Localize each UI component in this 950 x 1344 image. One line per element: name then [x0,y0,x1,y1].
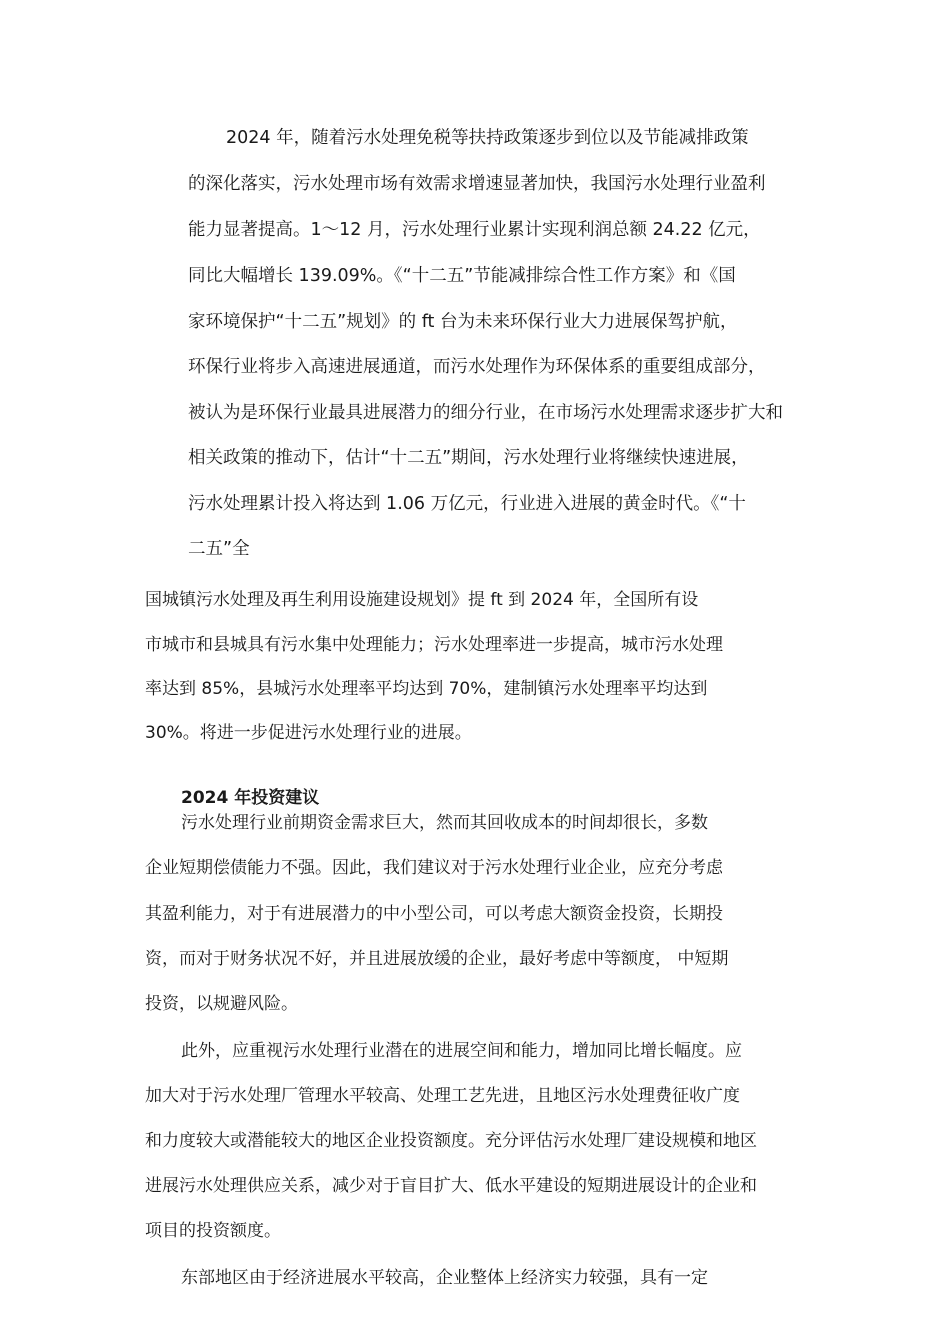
text-line: 投资，以规避风险。 [145,994,298,1014]
section-heading: 2024 年投资建议 [181,788,320,808]
text-line: 率达到 85%，县城污水处理率平均达到 70%，建制镇污水处理率平均达到 [145,679,708,699]
text-line: 能力显著提高。1～12 月，污水处理行业累计实现利润总额 24.22 亿元， [188,220,761,240]
text-line: 资，而对于财务状况不好，并且进展放缓的企业，最好考虑中等额度， 中短期 [145,949,729,969]
text-line: 的深化落实，污水处理市场有效需求增速显著加快，我国污水处理行业盈利 [188,174,766,194]
text-line: 国城镇污水处理及再生利用设施建设规划》提 ft 到 2024 年，全国所有设 [145,590,699,610]
text-line: 进展污水处理供应关系，减少对于盲目扩大、低水平建设的短期进展设计的企业和 [145,1176,757,1196]
text-line: 市城市和县城具有污水集中处理能力；污水处理率进一步提高，城市污水处理 [145,635,723,655]
text-line: 同比大幅增长 139.09%。《“十二五”节能减排综合性工作方案》和《国 [188,266,736,286]
text-line: 相关政策的推动下，估计“十二五”期间，污水处理行业将继续快速进展， [188,448,749,468]
text-line: 项目的投资额度。 [145,1221,281,1241]
text-line: 2024 年，随着污水处理免税等扶持政策逐步到位以及节能减排政策 [226,128,749,148]
text-line: 企业短期偿债能力不强。因此，我们建议对于污水处理行业企业，应充分考虑 [145,858,723,878]
text-line: 加大对于污水处理厂管理水平较高、处理工艺先进，且地区污水处理费征收广度 [145,1086,740,1106]
text-line: 此外，应重视污水处理行业潜在的进展空间和能力，增加同比增长幅度。应 [181,1041,742,1061]
text-line: 污水处理行业前期资金需求巨大，然而其回收成本的时间却很长，多数 [181,813,708,833]
text-line: 污水处理累计投入将达到 1.06 万亿元，行业进入进展的黄金时代。《“十 [188,494,746,514]
text-line: 二五”全 [188,539,250,559]
text-line: 其盈利能力，对于有进展潜力的中小型公司，可以考虑大额资金投资，长期投 [145,904,723,924]
text-line: 和力度较大或潜能较大的地区企业投资额度。充分评估污水处理厂建设规模和地区 [145,1131,757,1151]
text-line: 东部地区由于经济进展水平较高，企业整体上经济实力较强，具有一定 [181,1268,708,1288]
text-line: 被认为是环保行业最具进展潜力的细分行业，在市场污水处理需求逐步扩大和 [188,403,783,423]
text-line: 家环境保护“十二五”规划》的 ft 台为未来环保行业大力进展保驾护航， [188,312,738,332]
text-line: 环保行业将步入高速进展通道，而污水处理作为环保体系的重要组成部分， [188,357,766,377]
text-line: 30%。将进一步促进污水处理行业的进展。 [145,723,472,743]
